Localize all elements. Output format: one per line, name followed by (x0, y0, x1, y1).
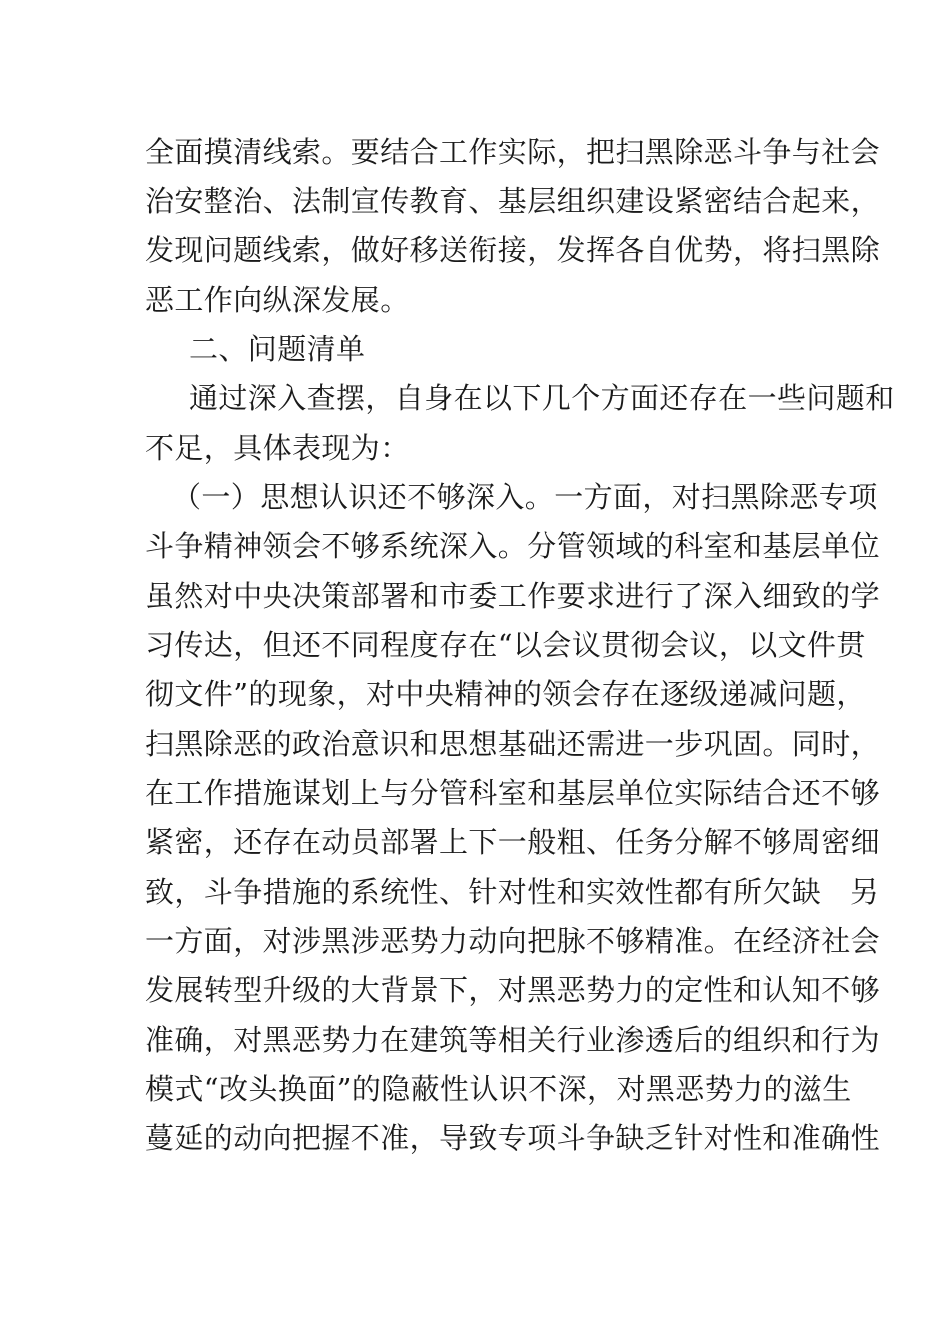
paragraph-line-21: 蔓延的动向把握不准，导致专项斗争缺乏针对性和准确性 (145, 1121, 881, 1155)
paragraph-line-11: 习传达，但还不同程度存在“以会议贯彻会议，以文件贯 (145, 628, 866, 662)
paragraph-line-16: 致，斗争措施的系统性、针对性和实效性都有所欠缺 另 (145, 875, 880, 909)
section-heading: 二、问题清单 (189, 332, 366, 366)
paragraph-line-1: 全面摸清线索。要结合工作实际，把扫黑除恶斗争与社会 (145, 135, 881, 169)
paragraph-line-2: 治安整治、法制宣传教育、基层组织建设紧密结合起来， (145, 184, 881, 218)
paragraph-line-20: 模式“改头换面”的隐蔽性认识不深，对黑恶势力的滋生 (145, 1072, 852, 1106)
paragraph-line-15: 紧密，还存在动员部署上下一般粗、任务分解不够周密细 (145, 825, 881, 859)
paragraph-line-3: 发现问题线索，做好移送衔接，发挥各自优势，将扫黑除 (145, 233, 881, 267)
paragraph-line-14: 在工作措施谋划上与分管科室和基层单位实际结合还不够 (145, 776, 881, 810)
paragraph-line-13: 扫黑除恶的政治意识和思想基础还需进一步巩固。同时， (145, 727, 881, 761)
paragraph-line-6: 通过深入查摆，自身在以下几个方面还存在一些问题和 (189, 381, 895, 415)
paragraph-line-18: 发展转型升级的大背景下，对黑恶势力的定性和认知不够 (145, 973, 881, 1007)
paragraph-line-17: 一方面，对涉黑涉恶势力动向把脉不够精准。在经济社会 (145, 924, 881, 958)
paragraph-line-7: 不足，具体表现为： (145, 431, 410, 465)
paragraph-line-10: 虽然对中央决策部署和市委工作要求进行了深入细致的学 (145, 579, 881, 613)
paragraph-line-19: 准确，对黑恶势力在建筑等相关行业渗透后的组织和行为 (145, 1023, 881, 1057)
paragraph-line-9: 斗争精神领会不够系统深入。分管领域的科室和基层单位 (145, 529, 881, 563)
paragraph-line-12: 彻文件”的现象，对中央精神的领会存在逐级递减问题， (145, 677, 866, 711)
paragraph-line-4: 恶工作向纵深发展。 (145, 283, 410, 317)
subsection-heading-line: （一）思想认识还不够深入。一方面，对扫黑除恶专项 (172, 480, 878, 514)
